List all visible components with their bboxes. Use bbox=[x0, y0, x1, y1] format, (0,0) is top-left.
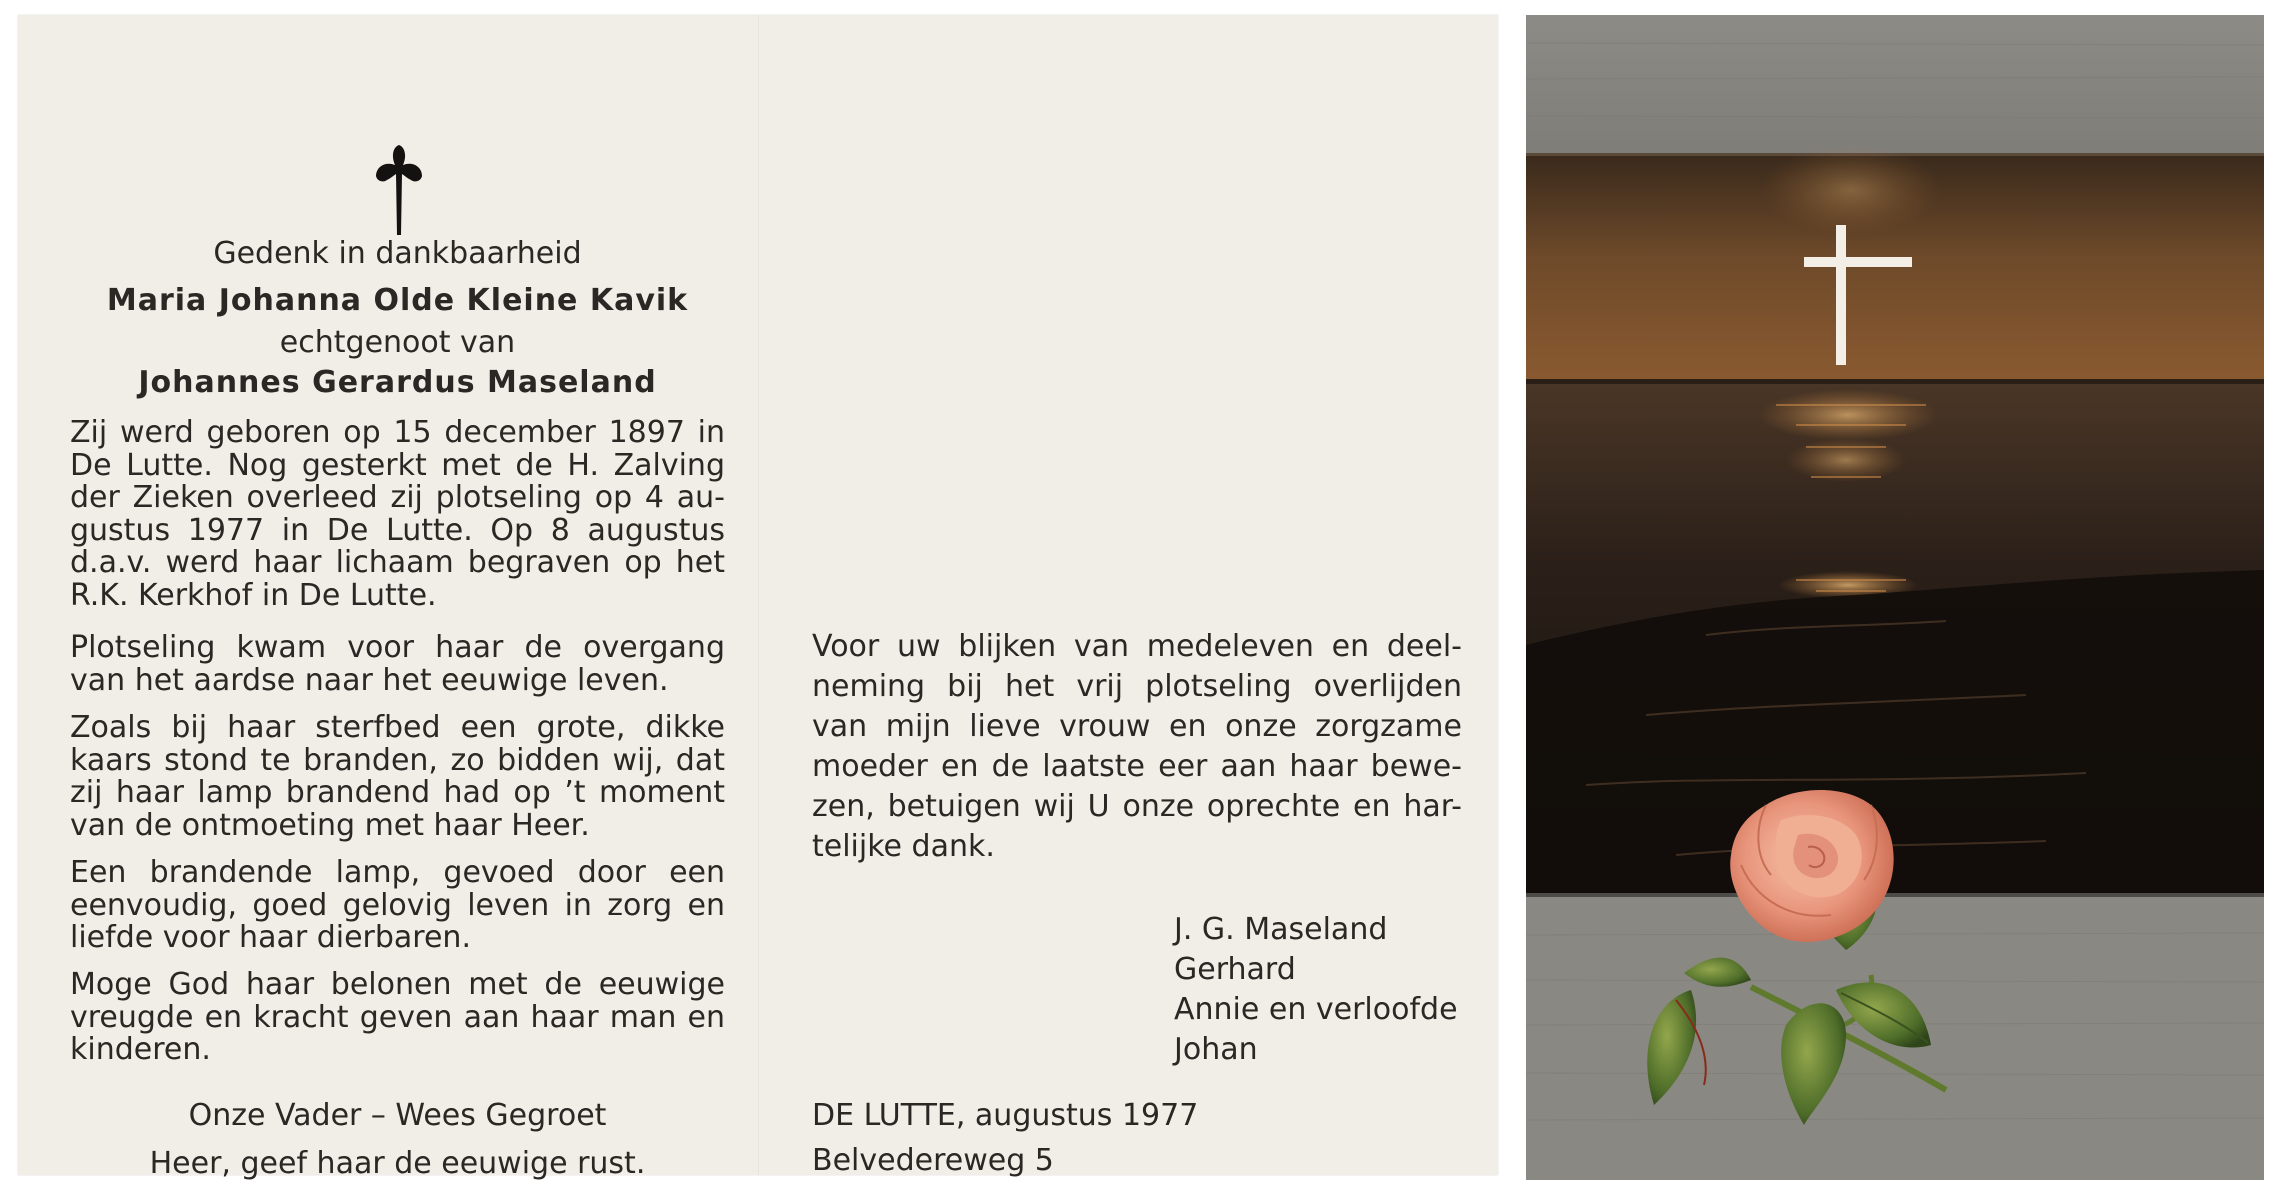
cross-icon bbox=[374, 143, 424, 239]
signatory-name: Annie en verloofde bbox=[1174, 992, 1458, 1027]
spouse-name: Johannes Gerardus Maseland bbox=[138, 365, 657, 400]
lamp-paragraph: Een brandende lamp, gevoed door een eenvoudig, goed gelovig leven in zorg en liefde voor haar dierbaren. bbox=[70, 855, 725, 955]
place-date: DE LUTTE, augustus 1977 bbox=[812, 1098, 1199, 1133]
sunset-sea-image bbox=[1526, 15, 2264, 1180]
signatory-name: J. G. Maseland bbox=[1174, 912, 1388, 947]
card-fold bbox=[758, 15, 760, 1175]
left-panel bbox=[70, 15, 725, 1181]
blessing-paragraph: Moge God haar belonen met de eeuwige vreugde en kracht geven aan haar man en kinderen. bbox=[70, 967, 725, 1067]
deceased-name: Maria Johanna Olde Kleine Kavik bbox=[106, 283, 689, 318]
address: Belvedereweg 5 bbox=[812, 1143, 1054, 1178]
candle-paragraph: Zoals bij haar sterfbed een grote, dikke kaars stond te branden, zo bidden wij, dat zij haar lamp brandend had op ’t moment van de ontmoeting met haar Heer. bbox=[70, 710, 725, 843]
signatories bbox=[1174, 910, 1458, 1070]
memorial-card bbox=[18, 15, 1498, 1181]
memorial-photo bbox=[1526, 15, 2264, 1180]
prayer-line: Onze Vader – Wees Gegroet bbox=[188, 1098, 607, 1133]
transition-paragraph: Plotseling kwam voor haar de overgang van het aardse naar het eeuwige leven. bbox=[70, 630, 725, 698]
relation-text: echtgenoot van bbox=[279, 325, 516, 360]
closing-line: Heer, geef haar de eeuwige rust. bbox=[149, 1146, 646, 1181]
signatory-name: Johan bbox=[1174, 1032, 1258, 1067]
thanks-paragraph: Voor uw blijken van medeleven en deel- neming bij het vrij plotseling overlijden van mijn lieve vrouw en onze zorgzame moeder en de laatste eer aan haar bewe- zen, betuigen wij U onze oprechte en har- telijke dank. bbox=[812, 629, 1462, 864]
memorial-heading: Gedenk in dankbaarheid bbox=[213, 236, 582, 271]
middle-panel bbox=[812, 15, 1462, 1178]
signatory-name: Gerhard bbox=[1174, 952, 1296, 987]
biography-paragraph: Zij werd geboren op 15 december 1897 in De Lutte. Nog gesterkt met de H. Zalving der Zieken overleed zij plotseling op 4 au- gustus 1977 in De Lutte. Op 8 augustus d.a.v. werd haar lichaam begraven op het R.K. Kerkhof in De Lutte. bbox=[70, 415, 725, 613]
